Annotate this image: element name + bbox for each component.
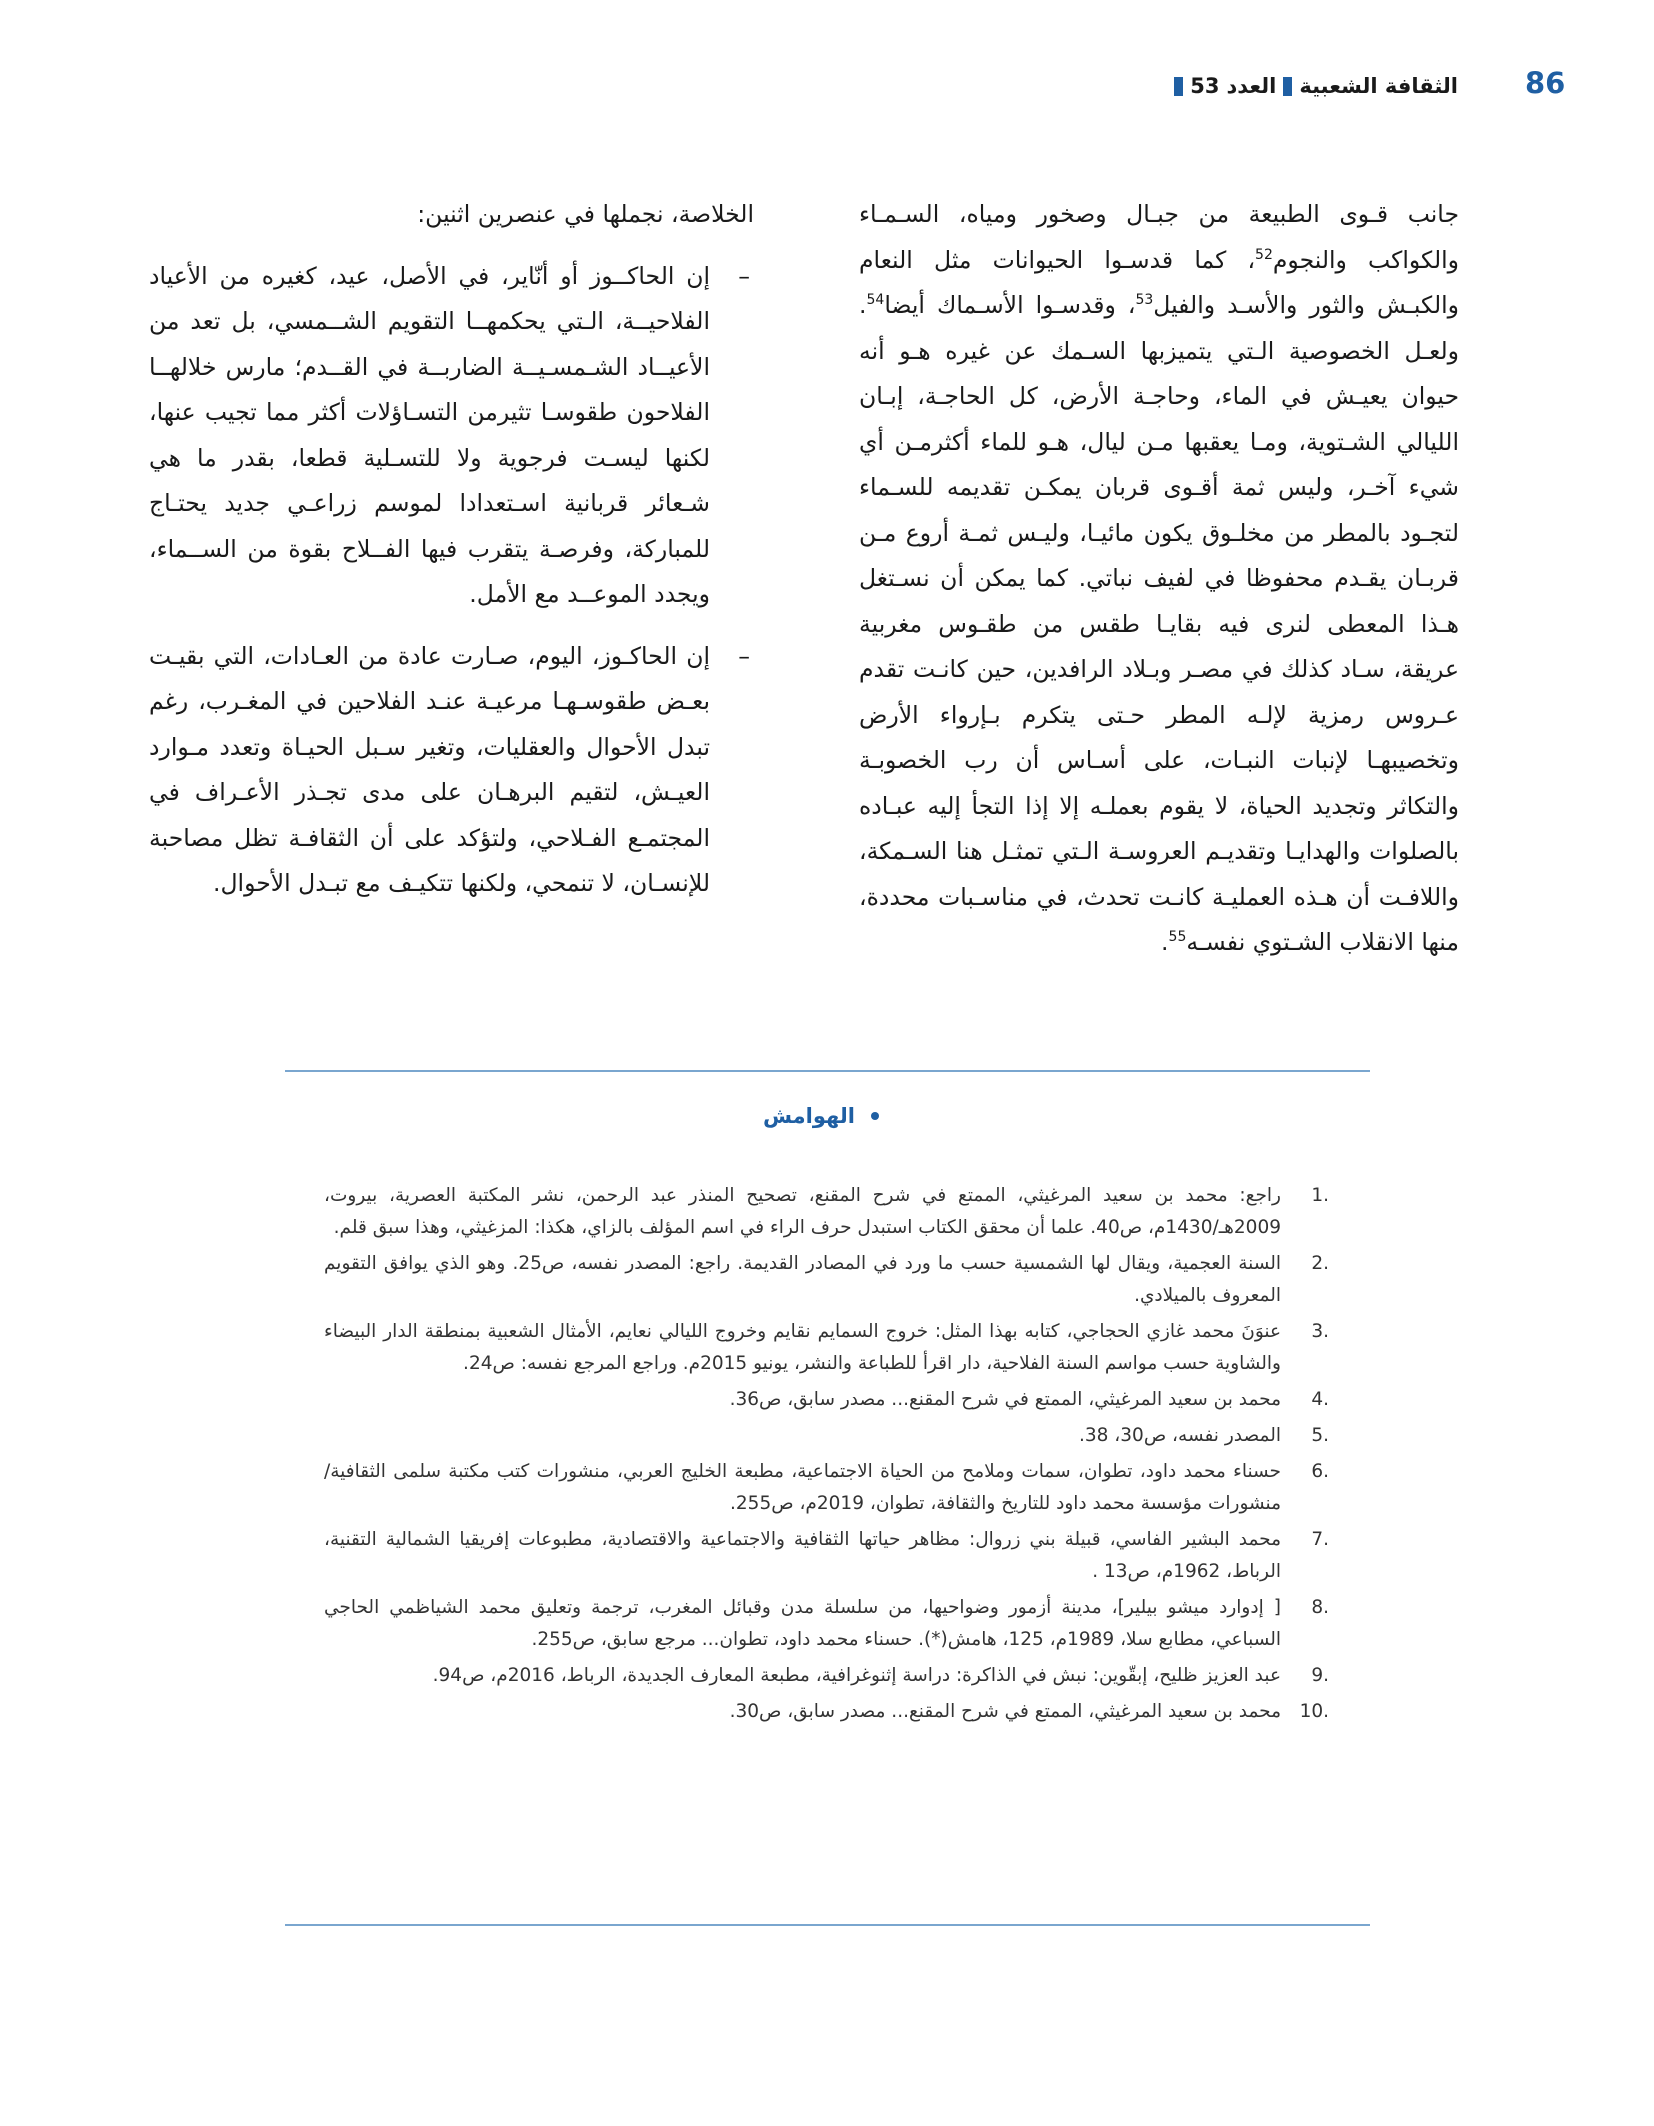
dash-bullet: –	[738, 641, 750, 670]
footnote-ref: 55	[1168, 929, 1187, 946]
footnote-item	[324, 1384, 1329, 1416]
footnote-number: 5.	[1311, 1425, 1329, 1446]
running-head	[1174, 74, 1458, 98]
footnote-text: المصدر نفسه، ص30، 38.	[1078, 1425, 1281, 1446]
text-run: . ولعـل الخصوصية الـتي يتميزبها السـمك عن غيره هـو أنه حيوان يعيـش في الماء، وحاجـة الأرض، كل الحاجـة، إبـان الليالي الشـتوية، ومـا يعقبها مـن ليال، هـو للماء أكثرمـن أي شيء آخـر، وليس ثمة أقـوى قربان يمكـن تقديمه للسـماء لتجـود بالمطر من مخلـوق يكون مائيـا، وليـس ثمـة أروع مـن قربـان يقـدم محفوظا في لفيف نباتي. كما يمكن أن نسـتغل هـذا المعطى لنرى فيه بقايـا طقس من طقـوس مغربية عريقة، سـاد كذلك في مصـر وبـلاد الرافدين، حين كانـت تقدم عـروس رمزية لإلـه المطر حـتى يتكرم بـإرواء الأرض وتخصيبهـا لإنبات النبـات، على أسـاس أن رب الخصوبـة والتكاثر وتجديد الحياة، لا يقوم بعملـه إلا إذا التجأ إليه عبـاده بالصلوات والهدايـا وتقديـم العروسـة الـتي تمثـل هنا السـمكة، واللافـت أن هـذه العمليـة كانـت تحدث، في مناسـبات محددة، منها الانقلاب الشـتوي نفسـه	[859, 291, 1459, 956]
text-run: جانب قـوى الطبيعة من جبـال وصخور ومياه، السـمـاء والكواكب والنجوم	[859, 200, 1460, 274]
footnote-text: عبد العزيز ظليح، إبقّوين: نبش في الذاكرة: دراسة إثنوغرافية، مطبعة المعارف الجديدة، الرباط، 2016م، ص94.	[432, 1665, 1281, 1686]
conclusion-point-2	[149, 634, 754, 907]
conclusion-intro: الخلاصة، نجملها في عنصرين اثنين:	[417, 200, 754, 228]
text-run: .	[1161, 928, 1169, 956]
bullet-text: إن الحاكــوز أو أنّاير، في الأصل، عيد، كغيره من الأعياد الفلاحيــة، الـتي يحكمهــا التقويم الشــمسي، بل تعد من الأعيــاد الشـمسـيــة الضاربــة في القــدم؛ مارس خلالهــا الفلاحون طقوسـا تثيرمن التسـاؤلات أكثر مما تجيب عنها، لكنها ليسـت فرجوية ولا للتسـلية قطعا، بقدر ما هي شـعائر قربانية اسـتعدادا لموسم زراعـي جديد يحتـاج للمباركة، وفرصـة يتقرب فيها الفــلاح بقوة من الســماء، ويجدد الموعــد مع الأمل.	[149, 261, 710, 608]
page-header	[0, 66, 1654, 106]
footnote-text: راجع: محمد بن سعيد المرغيثي، الممتع في شرح المقنع، تصحيح المنذر عبد الرحمن، نشر المكتبة العصرية، بيروت، 2009هـ/1430م، ص40. علما أن محقق الكتاب استبدل حرف الراء في اسم المؤلف بالزاي، هكذا: المزغيثي، وهذا سبق قلم.	[324, 1185, 1281, 1238]
footnote-text: السنة العجمية، ويقال لها الشمسية حسب ما ورد في المصادر القديمة. راجع: المصدر نفسه، ص25. وهو الذي يوافق التقويم المعروف بالميلادي.	[324, 1253, 1281, 1306]
footnotes-title: الهوامش	[763, 1104, 855, 1128]
issue-number: 53	[1190, 74, 1220, 98]
footnote-text: محمد بن سعيد المرغيثي، الممتع في شرح المقنع... مصدر سابق، ص30.	[729, 1701, 1281, 1722]
footnote-number: 9.	[1311, 1665, 1329, 1686]
footnote-text: [ إدوارد ميشو بيلير]، مدينة أزمور وضواحيها، من سلسلة مدن وقبائل المغرب، ترجمة وتعليق محمد الشياظمي الحاجي السباعي، مطابع سلا، 1989م، 125، هامش(*). حسناء محمد داود، تطوان... مرجع سابق، ص255.	[324, 1597, 1281, 1650]
magazine-title: الثقافة الشعبية	[1299, 74, 1458, 98]
footnote-text: حسناء محمد داود، تطوان، سمات وملامح من الحياة الاجتماعية، مطبعة الخليج العربي، منشورات كتب مكتبة سلمى الثقافية/ منشورات مؤسسة محمد داود للتاريخ والثقافة، تطوان، 2019م، ص255.	[324, 1461, 1281, 1514]
issue-label: العدد	[1226, 74, 1277, 98]
dash-bullet: –	[738, 261, 750, 290]
footnote-ref: 52	[1255, 246, 1273, 263]
footnotes-heading	[763, 1104, 879, 1128]
footnote-ref: 53	[1135, 292, 1154, 309]
footnote-item	[324, 1180, 1329, 1244]
footnote-item	[324, 1456, 1329, 1520]
footnote-number: 2.	[1311, 1253, 1329, 1274]
footnote-number: 3.	[1311, 1321, 1329, 1342]
bullet-text: إن الحاكـوز، اليوم، صـارت عادة من العـادات، التي بقيـت بعـض طقوسـهـا مرعيـة عنـد الفلاحين في المغـرب، رغم تبدل الأحوال والعقليات، وتغير سـبل الحيـاة وتعدد مـوارد العيـش، لتقيم البرهـان على مدى تجـذر الأعـراف في المجتمـع الفـلاحي، ولتؤكد على أن الثقافـة تظل مصاحبة للإنسـان، لا تنمحي، ولكنها تتكيـف مع تبـدل الأحوال.	[149, 641, 710, 897]
divider-top	[285, 1070, 1370, 1072]
separator-square-icon	[1174, 77, 1183, 96]
right-column	[859, 192, 1459, 966]
footnote-item	[324, 1696, 1329, 1728]
footnote-text: محمد البشير الفاسي، قبيلة بني زروال: مظاهر حياتها الثقافية والاجتماعية والاقتصادية، مطبوعات إفريقيا الشمالية التقنية، الرباط، 1962م، ص13 .	[324, 1529, 1281, 1582]
body-paragraph	[859, 192, 1459, 966]
left-column	[149, 192, 754, 907]
footnote-number: 10.	[1299, 1701, 1329, 1722]
footnote-number: 8.	[1311, 1597, 1329, 1618]
conclusion-point-1	[149, 254, 754, 618]
footnote-number: 4.	[1311, 1389, 1329, 1410]
footnote-text: عنوَنَ محمد غازي الحجاجي، كتابه بهذا المثل: خروج السمايم نقايم وخروج الليالي نعايم، الأمثال الشعبية بمنطقة الدار البيضاء والشاوية حسب مواسم السنة الفلاحية، دار اقرأ للطباعة والنشر، يونيو 2015م. وراجع المرجع نفسه: ص24.	[324, 1321, 1281, 1374]
footnotes-list	[324, 1180, 1329, 1732]
footnote-number: 7.	[1311, 1529, 1329, 1550]
footnote-text: محمد بن سعيد المرغيثي، الممتع في شرح المقنع... مصدر سابق، ص36.	[729, 1389, 1281, 1410]
footnote-number: 1.	[1311, 1185, 1329, 1206]
footnote-item	[324, 1420, 1329, 1452]
footnote-item	[324, 1524, 1329, 1588]
text-run: ، وقدسـوا الأسـماك أيضا	[884, 291, 1136, 319]
footnote-item	[324, 1316, 1329, 1380]
text-run: ، كما قدسـوا الحيوانات مثل النعام والكبـش والثور والأسـد والفيل	[859, 245, 1460, 319]
bullet-dot-icon	[871, 1112, 879, 1120]
separator-square-icon	[1283, 77, 1292, 96]
footnote-number: 6.	[1311, 1461, 1329, 1482]
page-number: 86	[1525, 66, 1566, 100]
footnote-item	[324, 1592, 1329, 1656]
footnote-ref: 54	[866, 292, 885, 309]
divider-bottom	[285, 1924, 1370, 1926]
footnote-item	[324, 1248, 1329, 1312]
footnote-item	[324, 1660, 1329, 1692]
